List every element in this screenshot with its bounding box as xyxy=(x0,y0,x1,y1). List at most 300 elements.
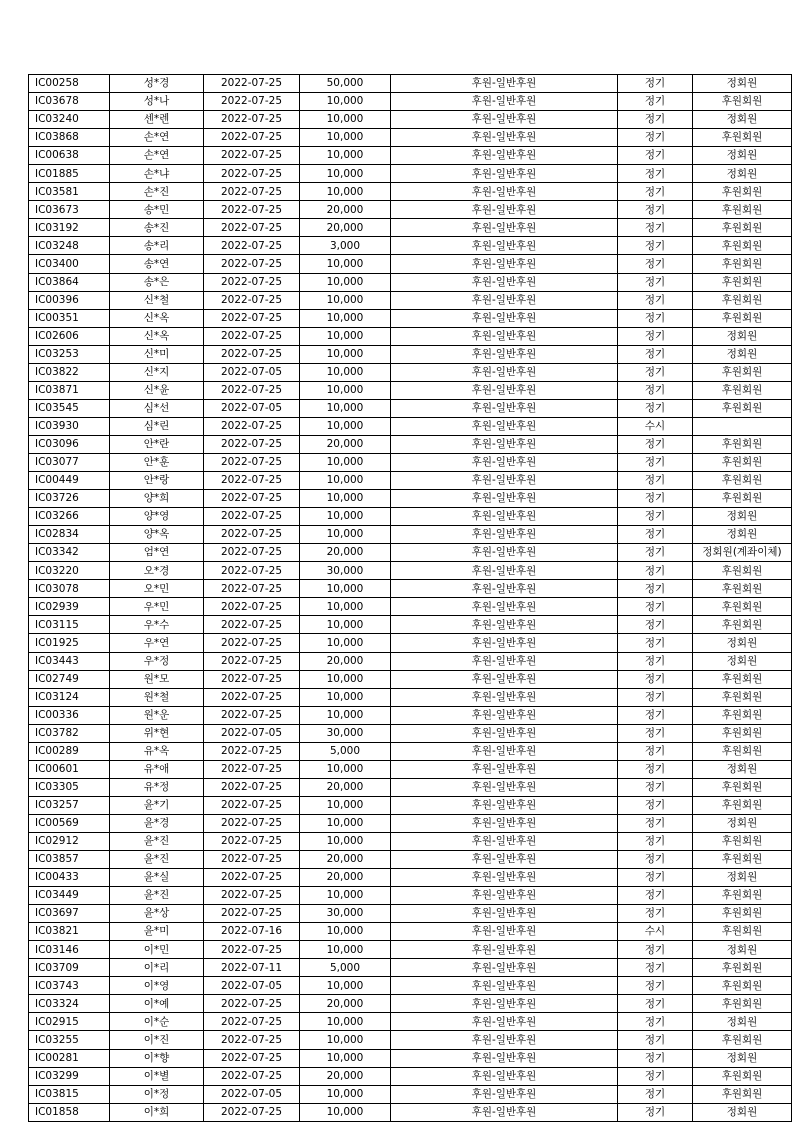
frequency-cell: 정기 xyxy=(618,688,693,706)
donation-date-cell: 2022-07-05 xyxy=(204,363,300,381)
donation-type-cell: 후원-일반후원 xyxy=(391,1067,618,1085)
member-id-cell: IC03077 xyxy=(29,453,110,471)
member-id-cell: IC03299 xyxy=(29,1067,110,1085)
donor-name-cell: 신*윤 xyxy=(110,381,204,399)
membership-cell: 후원회원 xyxy=(693,851,792,869)
donation-type-cell: 후원-일반후원 xyxy=(391,255,618,273)
table-row xyxy=(29,472,792,490)
donor-name-cell: 원*운 xyxy=(110,706,204,724)
donor-name-cell: 유*옥 xyxy=(110,742,204,760)
amount-cell: 10,000 xyxy=(300,1031,391,1049)
donation-date-cell: 2022-07-25 xyxy=(204,165,300,183)
table-row xyxy=(29,742,792,760)
table-row xyxy=(29,616,792,634)
member-id-cell: IC02939 xyxy=(29,598,110,616)
membership-cell: 후원회원 xyxy=(693,598,792,616)
donor-name-cell: 양*옥 xyxy=(110,526,204,544)
donation-type-cell: 후원-일반후원 xyxy=(391,832,618,850)
table-row xyxy=(29,111,792,129)
donation-date-cell: 2022-07-25 xyxy=(204,1049,300,1067)
amount-cell: 10,000 xyxy=(300,832,391,850)
table-row xyxy=(29,1103,792,1121)
table-row xyxy=(29,724,792,742)
membership-cell xyxy=(693,417,792,435)
donor-name-cell: 이*별 xyxy=(110,1067,204,1085)
donation-type-cell: 후원-일반후원 xyxy=(391,796,618,814)
membership-cell: 후원회원 xyxy=(693,399,792,417)
frequency-cell: 정기 xyxy=(618,832,693,850)
donor-name-cell: 손*연 xyxy=(110,129,204,147)
member-id-cell: IC03871 xyxy=(29,381,110,399)
membership-cell: 후원회원 xyxy=(693,796,792,814)
donation-type-cell: 후원-일반후원 xyxy=(391,670,618,688)
membership-cell: 정회원 xyxy=(693,1013,792,1031)
donor-name-cell: 신*옥 xyxy=(110,309,204,327)
frequency-cell: 정기 xyxy=(618,399,693,417)
member-id-cell: IC03443 xyxy=(29,652,110,670)
table-row xyxy=(29,1031,792,1049)
member-id-cell: IC03726 xyxy=(29,490,110,508)
table-row xyxy=(29,887,792,905)
table-row xyxy=(29,237,792,255)
member-id-cell: IC00638 xyxy=(29,147,110,165)
donor-name-cell: 양*희 xyxy=(110,490,204,508)
donor-name-cell: 송*진 xyxy=(110,219,204,237)
donation-date-cell: 2022-07-25 xyxy=(204,652,300,670)
membership-cell: 후원회원 xyxy=(693,670,792,688)
frequency-cell: 정기 xyxy=(618,796,693,814)
donor-name-cell: 안*랑 xyxy=(110,472,204,490)
frequency-cell: 정기 xyxy=(618,598,693,616)
donation-type-cell: 후원-일반후원 xyxy=(391,129,618,147)
membership-cell: 후원회원 xyxy=(693,580,792,598)
frequency-cell: 정기 xyxy=(618,129,693,147)
member-id-cell: IC01925 xyxy=(29,634,110,652)
frequency-cell: 정기 xyxy=(618,508,693,526)
frequency-cell: 정기 xyxy=(618,652,693,670)
membership-cell: 정회원(계좌이체) xyxy=(693,544,792,562)
frequency-cell: 정기 xyxy=(618,345,693,363)
amount-cell: 10,000 xyxy=(300,453,391,471)
donor-name-cell: 윤*상 xyxy=(110,905,204,923)
amount-cell: 3,000 xyxy=(300,237,391,255)
frequency-cell: 정기 xyxy=(618,237,693,255)
amount-cell: 10,000 xyxy=(300,616,391,634)
membership-cell: 후원회원 xyxy=(693,562,792,580)
amount-cell: 30,000 xyxy=(300,562,391,580)
member-id-cell: IC03930 xyxy=(29,417,110,435)
ledger-body xyxy=(29,75,792,1122)
donation-date-cell: 2022-07-25 xyxy=(204,111,300,129)
amount-cell: 10,000 xyxy=(300,796,391,814)
donation-date-cell: 2022-07-25 xyxy=(204,435,300,453)
amount-cell: 10,000 xyxy=(300,111,391,129)
frequency-cell: 정기 xyxy=(618,526,693,544)
amount-cell: 10,000 xyxy=(300,1013,391,1031)
donor-name-cell: 이*희 xyxy=(110,1103,204,1121)
donation-date-cell: 2022-07-25 xyxy=(204,75,300,93)
table-row xyxy=(29,93,792,111)
donor-name-cell: 유*애 xyxy=(110,760,204,778)
amount-cell: 10,000 xyxy=(300,345,391,363)
member-id-cell: IC03257 xyxy=(29,796,110,814)
donation-type-cell: 후원-일반후원 xyxy=(391,580,618,598)
donation-type-cell: 후원-일반후원 xyxy=(391,923,618,941)
frequency-cell: 정기 xyxy=(618,851,693,869)
membership-cell: 정회원 xyxy=(693,869,792,887)
membership-cell: 정회원 xyxy=(693,345,792,363)
frequency-cell: 정기 xyxy=(618,291,693,309)
membership-cell: 후원회원 xyxy=(693,219,792,237)
donor-name-cell: 양*영 xyxy=(110,508,204,526)
donation-type-cell: 후원-일반후원 xyxy=(391,453,618,471)
donation-type-cell: 후원-일반후원 xyxy=(391,814,618,832)
table-row xyxy=(29,995,792,1013)
member-id-cell: IC03545 xyxy=(29,399,110,417)
donor-name-cell: 손*냐 xyxy=(110,165,204,183)
donation-date-cell: 2022-07-25 xyxy=(204,219,300,237)
membership-cell: 후원회원 xyxy=(693,237,792,255)
member-id-cell: IC01885 xyxy=(29,165,110,183)
member-id-cell: IC03115 xyxy=(29,616,110,634)
donation-type-cell: 후원-일반후원 xyxy=(391,165,618,183)
donation-date-cell: 2022-07-25 xyxy=(204,147,300,165)
member-id-cell: IC03255 xyxy=(29,1031,110,1049)
donor-name-cell: 송*민 xyxy=(110,201,204,219)
donation-date-cell: 2022-07-25 xyxy=(204,634,300,652)
donation-date-cell: 2022-07-25 xyxy=(204,472,300,490)
member-id-cell: IC00569 xyxy=(29,814,110,832)
membership-cell: 정회원 xyxy=(693,1103,792,1121)
frequency-cell: 정기 xyxy=(618,75,693,93)
membership-cell: 후원회원 xyxy=(693,129,792,147)
donation-type-cell: 후원-일반후원 xyxy=(391,778,618,796)
amount-cell: 10,000 xyxy=(300,1085,391,1103)
donation-type-cell: 후원-일반후원 xyxy=(391,1103,618,1121)
table-row xyxy=(29,255,792,273)
member-id-cell: IC00433 xyxy=(29,869,110,887)
amount-cell: 20,000 xyxy=(300,435,391,453)
donation-type-cell: 후원-일반후원 xyxy=(391,237,618,255)
member-id-cell: IC02834 xyxy=(29,526,110,544)
frequency-cell: 정기 xyxy=(618,1103,693,1121)
table-row xyxy=(29,183,792,201)
membership-cell: 후원회원 xyxy=(693,453,792,471)
amount-cell: 10,000 xyxy=(300,273,391,291)
table-row xyxy=(29,219,792,237)
donor-name-cell: 이*순 xyxy=(110,1013,204,1031)
membership-cell: 정회원 xyxy=(693,526,792,544)
amount-cell: 10,000 xyxy=(300,93,391,111)
amount-cell: 10,000 xyxy=(300,887,391,905)
donation-date-cell: 2022-07-05 xyxy=(204,724,300,742)
donation-type-cell: 후원-일반후원 xyxy=(391,75,618,93)
amount-cell: 10,000 xyxy=(300,417,391,435)
table-row xyxy=(29,851,792,869)
table-row xyxy=(29,905,792,923)
member-id-cell: IC02606 xyxy=(29,327,110,345)
amount-cell: 5,000 xyxy=(300,959,391,977)
donation-type-cell: 후원-일반후원 xyxy=(391,851,618,869)
table-row xyxy=(29,381,792,399)
membership-cell: 후원회원 xyxy=(693,832,792,850)
donor-name-cell: 오*민 xyxy=(110,580,204,598)
member-id-cell: IC03078 xyxy=(29,580,110,598)
donation-type-cell: 후원-일반후원 xyxy=(391,652,618,670)
frequency-cell: 정기 xyxy=(618,183,693,201)
frequency-cell: 정기 xyxy=(618,273,693,291)
frequency-cell: 정기 xyxy=(618,1049,693,1067)
amount-cell: 10,000 xyxy=(300,508,391,526)
frequency-cell: 정기 xyxy=(618,435,693,453)
membership-cell: 후원회원 xyxy=(693,724,792,742)
member-id-cell: IC03124 xyxy=(29,688,110,706)
donation-date-cell: 2022-07-25 xyxy=(204,796,300,814)
donor-name-cell: 신*미 xyxy=(110,345,204,363)
donor-name-cell: 손*진 xyxy=(110,183,204,201)
membership-cell: 후원회원 xyxy=(693,1031,792,1049)
amount-cell: 10,000 xyxy=(300,670,391,688)
frequency-cell: 정기 xyxy=(618,814,693,832)
amount-cell: 10,000 xyxy=(300,472,391,490)
amount-cell: 50,000 xyxy=(300,75,391,93)
amount-cell: 20,000 xyxy=(300,869,391,887)
table-row xyxy=(29,706,792,724)
donor-name-cell: 위*현 xyxy=(110,724,204,742)
table-row xyxy=(29,832,792,850)
donation-type-cell: 후원-일반후원 xyxy=(391,472,618,490)
frequency-cell: 정기 xyxy=(618,706,693,724)
amount-cell: 10,000 xyxy=(300,1103,391,1121)
table-row xyxy=(29,923,792,941)
member-id-cell: IC03266 xyxy=(29,508,110,526)
table-row xyxy=(29,363,792,381)
frequency-cell: 정기 xyxy=(618,255,693,273)
donation-date-cell: 2022-07-25 xyxy=(204,309,300,327)
table-row xyxy=(29,490,792,508)
donor-name-cell: 원*모 xyxy=(110,670,204,688)
donation-date-cell: 2022-07-25 xyxy=(204,1013,300,1031)
member-id-cell: IC03324 xyxy=(29,995,110,1013)
donation-type-cell: 후원-일반후원 xyxy=(391,1085,618,1103)
table-row xyxy=(29,435,792,453)
member-id-cell: IC03400 xyxy=(29,255,110,273)
amount-cell: 10,000 xyxy=(300,381,391,399)
frequency-cell: 정기 xyxy=(618,778,693,796)
member-id-cell: IC03821 xyxy=(29,923,110,941)
donation-type-cell: 후원-일반후원 xyxy=(391,508,618,526)
membership-cell: 정회원 xyxy=(693,634,792,652)
frequency-cell: 정기 xyxy=(618,580,693,598)
donation-date-cell: 2022-07-25 xyxy=(204,670,300,688)
amount-cell: 10,000 xyxy=(300,327,391,345)
membership-cell: 후원회원 xyxy=(693,291,792,309)
frequency-cell: 정기 xyxy=(618,327,693,345)
donation-type-cell: 후원-일반후원 xyxy=(391,995,618,1013)
donation-type-cell: 후원-일반후원 xyxy=(391,869,618,887)
frequency-cell: 정기 xyxy=(618,869,693,887)
donation-date-cell: 2022-07-25 xyxy=(204,1103,300,1121)
amount-cell: 10,000 xyxy=(300,634,391,652)
frequency-cell: 정기 xyxy=(618,905,693,923)
donor-name-cell: 이*리 xyxy=(110,959,204,977)
amount-cell: 10,000 xyxy=(300,941,391,959)
member-id-cell: IC03305 xyxy=(29,778,110,796)
donation-date-cell: 2022-07-25 xyxy=(204,490,300,508)
donor-name-cell: 성*경 xyxy=(110,75,204,93)
donation-type-cell: 후원-일반후원 xyxy=(391,1049,618,1067)
donation-type-cell: 후원-일반후원 xyxy=(391,435,618,453)
donation-type-cell: 후원-일반후원 xyxy=(391,977,618,995)
membership-cell: 후원회원 xyxy=(693,778,792,796)
membership-cell: 후원회원 xyxy=(693,255,792,273)
donation-type-cell: 후원-일반후원 xyxy=(391,742,618,760)
donation-type-cell: 후원-일반후원 xyxy=(391,147,618,165)
table-row xyxy=(29,760,792,778)
member-id-cell: IC03697 xyxy=(29,905,110,923)
amount-cell: 30,000 xyxy=(300,905,391,923)
donor-name-cell: 우*정 xyxy=(110,652,204,670)
donor-name-cell: 신*철 xyxy=(110,291,204,309)
frequency-cell: 정기 xyxy=(618,941,693,959)
member-id-cell: IC03248 xyxy=(29,237,110,255)
table-row xyxy=(29,1013,792,1031)
member-id-cell: IC00601 xyxy=(29,760,110,778)
donor-name-cell: 우*수 xyxy=(110,616,204,634)
donation-ledger-table xyxy=(28,74,792,1122)
membership-cell: 후원회원 xyxy=(693,273,792,291)
frequency-cell: 정기 xyxy=(618,381,693,399)
frequency-cell: 정기 xyxy=(618,742,693,760)
donor-name-cell: 센*렌 xyxy=(110,111,204,129)
donation-date-cell: 2022-07-25 xyxy=(204,887,300,905)
amount-cell: 10,000 xyxy=(300,923,391,941)
frequency-cell: 정기 xyxy=(618,977,693,995)
donation-type-cell: 후원-일반후원 xyxy=(391,183,618,201)
donation-date-cell: 2022-07-25 xyxy=(204,1031,300,1049)
frequency-cell: 정기 xyxy=(618,562,693,580)
donation-date-cell: 2022-07-25 xyxy=(204,706,300,724)
table-row xyxy=(29,580,792,598)
amount-cell: 20,000 xyxy=(300,995,391,1013)
table-row xyxy=(29,273,792,291)
donation-type-cell: 후원-일반후원 xyxy=(391,562,618,580)
donation-date-cell: 2022-07-25 xyxy=(204,778,300,796)
amount-cell: 10,000 xyxy=(300,760,391,778)
donation-type-cell: 후원-일반후원 xyxy=(391,345,618,363)
member-id-cell: IC02915 xyxy=(29,1013,110,1031)
amount-cell: 10,000 xyxy=(300,399,391,417)
donation-type-cell: 후원-일반후원 xyxy=(391,544,618,562)
table-row xyxy=(29,508,792,526)
frequency-cell: 정기 xyxy=(618,1067,693,1085)
frequency-cell: 정기 xyxy=(618,724,693,742)
donation-type-cell: 후원-일반후원 xyxy=(391,706,618,724)
donor-name-cell: 이*영 xyxy=(110,977,204,995)
amount-cell: 10,000 xyxy=(300,291,391,309)
amount-cell: 10,000 xyxy=(300,1049,391,1067)
donation-date-cell: 2022-07-25 xyxy=(204,544,300,562)
amount-cell: 10,000 xyxy=(300,309,391,327)
amount-cell: 10,000 xyxy=(300,814,391,832)
donation-date-cell: 2022-07-25 xyxy=(204,417,300,435)
table-row xyxy=(29,598,792,616)
amount-cell: 20,000 xyxy=(300,778,391,796)
member-id-cell: IC03857 xyxy=(29,851,110,869)
table-row xyxy=(29,941,792,959)
donation-date-cell: 2022-07-25 xyxy=(204,814,300,832)
donor-name-cell: 윤*실 xyxy=(110,869,204,887)
amount-cell: 10,000 xyxy=(300,255,391,273)
donation-type-cell: 후원-일반후원 xyxy=(391,1013,618,1031)
amount-cell: 10,000 xyxy=(300,147,391,165)
donation-date-cell: 2022-07-25 xyxy=(204,237,300,255)
donation-type-cell: 후원-일반후원 xyxy=(391,526,618,544)
donor-name-cell: 윤*진 xyxy=(110,851,204,869)
donation-date-cell: 2022-07-25 xyxy=(204,201,300,219)
amount-cell: 10,000 xyxy=(300,580,391,598)
amount-cell: 10,000 xyxy=(300,165,391,183)
donation-type-cell: 후원-일반후원 xyxy=(391,887,618,905)
amount-cell: 30,000 xyxy=(300,724,391,742)
donor-name-cell: 송*연 xyxy=(110,255,204,273)
donation-date-cell: 2022-07-25 xyxy=(204,327,300,345)
table-row xyxy=(29,327,792,345)
member-id-cell: IC03822 xyxy=(29,363,110,381)
donation-date-cell: 2022-07-25 xyxy=(204,760,300,778)
member-id-cell: IC03342 xyxy=(29,544,110,562)
amount-cell: 10,000 xyxy=(300,526,391,544)
membership-cell: 정회원 xyxy=(693,814,792,832)
donation-type-cell: 후원-일반후원 xyxy=(391,598,618,616)
frequency-cell: 정기 xyxy=(618,363,693,381)
membership-cell: 후원회원 xyxy=(693,93,792,111)
membership-cell: 후원회원 xyxy=(693,742,792,760)
member-id-cell: IC03146 xyxy=(29,941,110,959)
membership-cell: 후원회원 xyxy=(693,381,792,399)
donor-name-cell: 이*정 xyxy=(110,1085,204,1103)
donation-date-cell: 2022-07-25 xyxy=(204,869,300,887)
member-id-cell: IC00289 xyxy=(29,742,110,760)
donation-type-cell: 후원-일반후원 xyxy=(391,201,618,219)
member-id-cell: IC03782 xyxy=(29,724,110,742)
donor-name-cell: 이*민 xyxy=(110,941,204,959)
table-row xyxy=(29,345,792,363)
frequency-cell: 정기 xyxy=(618,634,693,652)
donor-name-cell: 심*린 xyxy=(110,417,204,435)
donation-type-cell: 후원-일반후원 xyxy=(391,688,618,706)
membership-cell: 정회원 xyxy=(693,760,792,778)
frequency-cell: 정기 xyxy=(618,995,693,1013)
member-id-cell: IC03449 xyxy=(29,887,110,905)
donation-date-cell: 2022-07-25 xyxy=(204,832,300,850)
donor-name-cell: 우*연 xyxy=(110,634,204,652)
donor-name-cell: 윤*경 xyxy=(110,814,204,832)
member-id-cell: IC02749 xyxy=(29,670,110,688)
donor-name-cell: 우*민 xyxy=(110,598,204,616)
donation-type-cell: 후원-일반후원 xyxy=(391,111,618,129)
donation-type-cell: 후원-일반후원 xyxy=(391,616,618,634)
frequency-cell: 정기 xyxy=(618,453,693,471)
donation-date-cell: 2022-07-25 xyxy=(204,291,300,309)
amount-cell: 20,000 xyxy=(300,652,391,670)
member-id-cell: IC00396 xyxy=(29,291,110,309)
membership-cell: 후원회원 xyxy=(693,490,792,508)
donor-name-cell: 신*옥 xyxy=(110,327,204,345)
table-row xyxy=(29,129,792,147)
amount-cell: 20,000 xyxy=(300,851,391,869)
membership-cell: 후원회원 xyxy=(693,706,792,724)
